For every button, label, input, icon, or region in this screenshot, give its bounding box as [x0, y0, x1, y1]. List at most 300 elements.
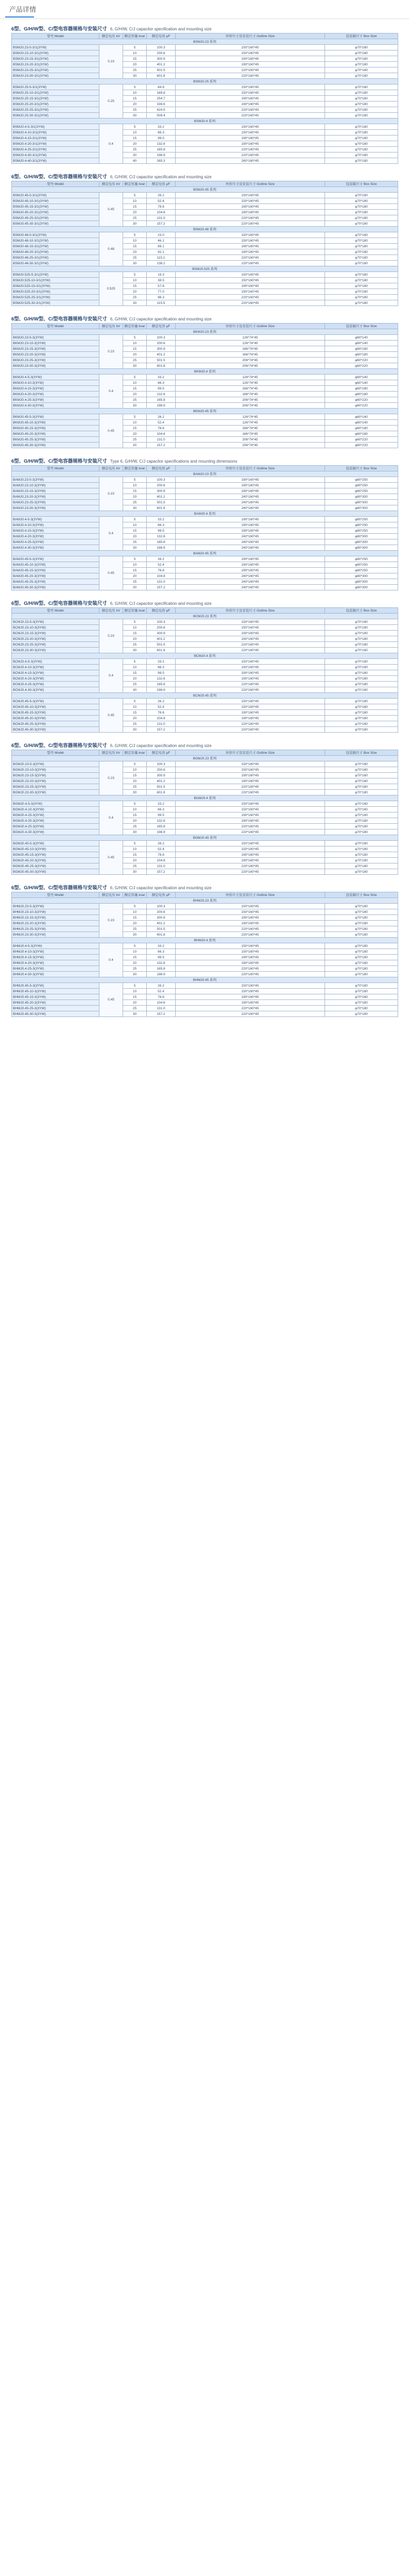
table-row	[12, 477, 398, 483]
box-size-cell: φ60*140	[325, 341, 398, 346]
table-row	[12, 443, 398, 448]
dimensions-col-header: 外形尺寸及安装尺寸 Outline Size	[176, 608, 325, 614]
capacity-cell: 5	[123, 45, 147, 50]
table-row	[12, 778, 398, 784]
dimensions-cell: 190*160*45	[176, 56, 325, 62]
model-cell: BSMJ0.525-30-3/1(3YW)	[12, 300, 99, 306]
model-cell: BSMJ0.25-25-3/1(3YW)	[12, 107, 99, 113]
capacitance-cell: 138.2	[147, 261, 176, 266]
capacity-cell: 5	[123, 124, 147, 130]
capacity-cell: 5	[123, 904, 147, 909]
dimensions-cell: 190*160*45	[176, 210, 325, 215]
table-row	[12, 392, 398, 397]
table-row	[12, 807, 398, 812]
capacitance-cell: 46.1	[147, 238, 176, 244]
dimensions-cell: 220*160*45	[176, 869, 325, 875]
model-cell: BCMJ0.45-15-3(3YW)	[12, 710, 99, 716]
table-row	[12, 204, 398, 210]
model-cell: BSMJ0.525-10-3/1(3YW)	[12, 278, 99, 283]
capacitance-col-header: 额定电容 μF	[147, 892, 176, 898]
capacity-cell: 5	[123, 619, 147, 625]
model-cell: BSMJ0.23-10-3/1(3YW)	[12, 50, 99, 56]
voltage-col-header: 额定电压 kV	[99, 324, 123, 329]
dimensions-cell: 240*160*45	[176, 500, 325, 505]
model-cell: BSMJ0.25-10-3/1(3YW)	[12, 90, 99, 96]
table-row	[12, 926, 398, 932]
dimensions-cell: 220*160*45	[176, 727, 325, 733]
table-row	[12, 113, 398, 118]
box-size-cell: φ70*180	[325, 295, 398, 300]
capacity-cell: 10	[123, 278, 147, 283]
capacity-cell: 20	[123, 858, 147, 863]
box-size-cell: φ70*180	[325, 141, 398, 147]
group-row	[12, 551, 398, 556]
dimensions-cell: 190*160*45	[176, 204, 325, 210]
box-size-cell: φ70*180	[325, 62, 398, 67]
box-size-cell: φ60*220	[325, 363, 398, 369]
capacity-cell: 30	[123, 545, 147, 551]
model-cell: BAMJ0.45-5-3(3YW)	[12, 556, 99, 562]
table-header-row	[12, 892, 398, 898]
dimensions-cell: 190*160*45	[176, 710, 325, 716]
capacitance-cell: 33.2	[147, 801, 176, 807]
capacity-col-header: 额定容量 kvar	[123, 324, 147, 329]
model-cell: BSMJ0.4-40-3/1(3YW)	[12, 158, 99, 164]
table-row	[12, 505, 398, 511]
capacity-cell: 15	[123, 283, 147, 289]
dimensions-cell: 220*160*45	[176, 926, 325, 932]
section-title-cn: 6型、G/H/W型、C/型电容器规格与安装尺寸	[11, 885, 107, 891]
dimensions-cell: 220*160*45	[176, 113, 325, 118]
dimensions-cell: 150*160*45	[176, 124, 325, 130]
box-size-cell: φ70*180	[325, 972, 398, 977]
capacity-cell: 30	[123, 972, 147, 977]
table-row	[12, 1011, 398, 1017]
box-size-cell: φ70*180	[325, 761, 398, 767]
capacitance-cell: 99.5	[147, 955, 176, 960]
capacity-cell: 20	[123, 431, 147, 437]
dimensions-cell: 220*160*45	[176, 932, 325, 938]
capacity-cell: 10	[123, 989, 147, 994]
capacitance-cell: 198.9	[147, 829, 176, 835]
dimensions-cell: 220*160*45	[176, 642, 325, 648]
capacity-cell: 25	[123, 397, 147, 403]
capacity-cell: 20	[123, 573, 147, 579]
box-size-cell: φ70*180	[325, 846, 398, 852]
capacity-col-header: 额定容量 kvar	[123, 892, 147, 898]
box-size-cell: φ70*180	[325, 687, 398, 693]
dimensions-cell: 190*160*45	[176, 778, 325, 784]
table-row	[12, 124, 398, 130]
section-title	[11, 741, 212, 750]
model-col-header: 型号 Model	[12, 608, 99, 614]
table-row	[12, 852, 398, 858]
model-cell: BHMJ0.4-5-3(3YW)	[12, 943, 99, 949]
capacity-cell: 15	[123, 568, 147, 573]
box-size-cell: φ70*180	[325, 665, 398, 670]
model-cell: BSMJ0.23-25-3/1(3YW)	[12, 67, 99, 73]
box-size-cell: φ80*250	[325, 522, 398, 528]
dimensions-cell: 240*160*45	[176, 545, 325, 551]
box-size-cell: φ70*180	[325, 272, 398, 278]
capacity-cell: 10	[123, 767, 147, 773]
box-size-cell: φ70*180	[325, 96, 398, 101]
model-cell: BCMJ0.4-10-3(3YW)	[12, 665, 99, 670]
dimensions-cell: 206*74*45	[176, 397, 325, 403]
dimensions-cell: 150*160*45	[176, 659, 325, 665]
capacity-cell: 20	[123, 534, 147, 539]
group-row	[12, 369, 398, 375]
model-cell: BHMJ0.4-20-3(3YW)	[12, 960, 99, 966]
box-size-cell: φ80*300	[325, 573, 398, 579]
capacitance-cell: 165.8	[147, 824, 176, 829]
model-cell: BGMJ0.23-20-3(3YW)	[12, 778, 99, 784]
voltage-cell: 0.48	[99, 232, 123, 266]
model-cell: BSMJ0.4-20-3/1(3YW)	[12, 141, 99, 147]
capacity-cell: 25	[123, 784, 147, 790]
table-row	[12, 107, 398, 113]
box-size-cell: φ70*180	[325, 215, 398, 221]
model-cell: BKMJ0.45-10-3(3YW)	[12, 420, 99, 426]
spec-table	[11, 607, 398, 733]
dimensions-col-header: 外形尺寸及安装尺寸 Outline Size	[176, 750, 325, 756]
model-cell: BCMJ0.4-25-3(3YW)	[12, 682, 99, 687]
capacitance-cell: 601.8	[147, 73, 176, 79]
model-cell: BKMJ0.4-5-3(3YW)	[12, 375, 99, 380]
table-row	[12, 710, 398, 716]
model-cell: BHMJ0.23-15-3(3YW)	[12, 915, 99, 921]
box-size-cell: φ60*180	[325, 426, 398, 431]
table-row	[12, 858, 398, 863]
box-size-cell: φ70*180	[325, 767, 398, 773]
model-cell: BCMJ0.4-30-3(3YW)	[12, 687, 99, 693]
model-cell: BSMJ0.4-5-3/1(3YW)	[12, 124, 99, 130]
capacitance-cell: 198.9	[147, 687, 176, 693]
model-cell: BSMJ0.48-5-3/1(3YW)	[12, 232, 99, 238]
capacitance-cell: 165.8	[147, 682, 176, 687]
capacitance-cell: 38.5	[147, 278, 176, 283]
model-cell: BCMJ0.45-5-3(3YW)	[12, 699, 99, 704]
capacitance-cell: 99.5	[147, 528, 176, 534]
capacity-cell: 20	[123, 249, 147, 255]
dimensions-cell: 190*160*45	[176, 289, 325, 295]
capacity-col-header: 额定容量 kvar	[123, 466, 147, 471]
capacitance-cell: 99.5	[147, 135, 176, 141]
model-cell: BSMJ0.23-15-3/1(3YW)	[12, 56, 99, 62]
model-cell: BCMJ0.4-20-3(3YW)	[12, 676, 99, 682]
capacitance-cell: 84.9	[147, 84, 176, 90]
table-row	[12, 426, 398, 431]
section-title-en: 6, G/H/W, C/J capacitor specification and mounting size	[110, 601, 212, 606]
dimensions-cell: 220*160*45	[176, 147, 325, 152]
model-cell: BKMJ0.45-25-3(3YW)	[12, 437, 99, 443]
dimensions-cell: 220*160*45	[176, 966, 325, 972]
table-row	[12, 147, 398, 152]
box-col-header: 包装箱尺寸 Box Size	[325, 608, 398, 614]
capacitance-col-header: 额定电容 μF	[147, 181, 176, 187]
model-cell: BCMJ0.23-20-3(3YW)	[12, 636, 99, 642]
capacitance-cell: 78.6	[147, 204, 176, 210]
dimensions-cell: 190*160*45	[176, 562, 325, 568]
table-row	[12, 761, 398, 767]
box-size-cell: φ70*180	[325, 67, 398, 73]
table-row	[12, 727, 398, 733]
dimensions-cell: 150*160*45	[176, 130, 325, 135]
capacity-cell: 30	[123, 648, 147, 653]
group-label: BCMJ0.23 系列	[12, 614, 398, 619]
table-row	[12, 431, 398, 437]
capacity-cell: 10	[123, 562, 147, 568]
box-size-cell: φ70*180	[325, 198, 398, 204]
capacitance-cell: 66.3	[147, 949, 176, 955]
table-row	[12, 56, 398, 62]
section-title-en: 6, G/H/W, C/J capacitor specification and mounting size	[110, 743, 212, 748]
capacitance-cell: 132.6	[147, 676, 176, 682]
table-row	[12, 983, 398, 989]
box-size-cell: φ70*180	[325, 210, 398, 215]
box-size-cell: φ70*180	[325, 238, 398, 244]
dimensions-cell: 220*160*45	[176, 73, 325, 79]
dimensions-cell: 190*160*45	[176, 955, 325, 960]
dimensions-cell: 166*74*45	[176, 426, 325, 431]
capacity-cell: 5	[123, 414, 147, 420]
dimensions-cell: 150*160*45	[176, 625, 325, 631]
model-cell: BSMJ0.48-10-3/1(3YW)	[12, 238, 99, 244]
capacitance-cell: 200.6	[147, 909, 176, 915]
table-row	[12, 193, 398, 198]
model-col-header: 型号 Model	[12, 324, 99, 329]
model-cell: BSMJ0.48-20-3/1(3YW)	[12, 249, 99, 255]
capacity-cell: 15	[123, 915, 147, 921]
group-label: BSMJ0.23 系列	[12, 39, 398, 45]
box-size-cell: φ70*180	[325, 863, 398, 869]
dimensions-cell: 220*160*45	[176, 67, 325, 73]
model-cell: BHMJ0.4-25-3(3YW)	[12, 966, 99, 972]
table-row	[12, 824, 398, 829]
dimensions-cell: 190*160*45	[176, 135, 325, 141]
box-size-cell: φ60*180	[325, 431, 398, 437]
capacitance-cell: 33.2	[147, 517, 176, 522]
capacity-cell: 25	[123, 966, 147, 972]
capacitance-cell: 100.3	[147, 477, 176, 483]
capacitance-cell: 52.4	[147, 420, 176, 426]
capacity-cell: 25	[123, 215, 147, 221]
dimensions-cell: 150*160*45	[176, 45, 325, 50]
voltage-cell: 0.23	[99, 619, 123, 653]
capacity-cell: 25	[123, 295, 147, 300]
table-row	[12, 767, 398, 773]
box-size-cell: φ70*180	[325, 960, 398, 966]
capacity-cell: 30	[123, 687, 147, 693]
box-size-cell: φ80*250	[325, 568, 398, 573]
model-col-header: 型号 Model	[12, 33, 99, 39]
table-row	[12, 380, 398, 386]
capacitance-col-header: 额定电容 μF	[147, 33, 176, 39]
spec-table	[11, 181, 398, 306]
model-cell: BAMJ0.45-30-3(3YW)	[12, 585, 99, 590]
dimensions-cell: 190*160*45	[176, 477, 325, 483]
dimensions-cell: 190*160*45	[176, 568, 325, 573]
table-row	[12, 921, 398, 926]
box-size-cell: φ80*250	[325, 517, 398, 522]
model-cell: BKMJ0.23-15-3(3YW)	[12, 346, 99, 352]
model-cell: BSMJ0.4-15-3/1(3YW)	[12, 135, 99, 141]
model-cell: BGMJ0.45-25-3(3YW)	[12, 863, 99, 869]
box-size-cell: φ70*180	[325, 659, 398, 665]
capacitance-col-header: 额定电容 μF	[147, 750, 176, 756]
section-title-cn: 6型、G/H/W型、C/型电容器规格与安装尺寸	[11, 174, 107, 180]
capacity-cell: 5	[123, 841, 147, 846]
box-size-cell: φ70*180	[325, 300, 398, 306]
capacitance-cell: 131.0	[147, 437, 176, 443]
capacitance-cell: 52.4	[147, 846, 176, 852]
table-row	[12, 403, 398, 409]
group-row	[12, 266, 398, 272]
model-cell: BCMJ0.23-30-3(3YW)	[12, 648, 99, 653]
capacity-cell: 20	[123, 676, 147, 682]
table-row	[12, 631, 398, 636]
box-size-cell: φ70*180	[325, 807, 398, 812]
capacitance-cell: 26.2	[147, 556, 176, 562]
box-size-cell: φ70*180	[325, 50, 398, 56]
dimensions-cell: 206*74*45	[176, 437, 325, 443]
model-cell: BSMJ0.4-25-3/1(3YW)	[12, 147, 99, 152]
table-row	[12, 261, 398, 266]
capacitance-cell: 198.9	[147, 545, 176, 551]
section-title-en: Type 6, G/H/W, C/J capacitor specifications and mounting dimensions	[110, 459, 237, 464]
capacity-cell: 30	[123, 727, 147, 733]
model-cell: BGMJ0.45-10-3(3YW)	[12, 846, 99, 852]
table-row	[12, 386, 398, 392]
dimensions-cell: 206*74*45	[176, 443, 325, 448]
table-row	[12, 135, 398, 141]
model-cell: BAMJ0.23-25-3(3YW)	[12, 500, 99, 505]
model-cell: BGMJ0.4-5-3(3YW)	[12, 801, 99, 807]
capacity-cell: 20	[123, 960, 147, 966]
model-cell: BKMJ0.45-20-3(3YW)	[12, 431, 99, 437]
capacitance-cell: 157.2	[147, 869, 176, 875]
capacitance-cell: 99.5	[147, 386, 176, 392]
box-size-cell: φ70*180	[325, 841, 398, 846]
table-row	[12, 335, 398, 341]
capacity-col-header: 额定容量 kvar	[123, 750, 147, 756]
capacity-cell: 15	[123, 56, 147, 62]
voltage-cell: 0.525	[99, 272, 123, 306]
box-size-cell: φ70*180	[325, 932, 398, 938]
dimensions-cell: 190*160*45	[176, 818, 325, 824]
dimensions-cell: 220*160*45	[176, 261, 325, 266]
capacity-cell: 30	[123, 363, 147, 369]
voltage-cell: 0.4	[99, 659, 123, 693]
capacitance-cell: 66.3	[147, 807, 176, 812]
capacitance-cell: 100.3	[147, 619, 176, 625]
group-row	[12, 795, 398, 801]
dimensions-cell: 260*160*45	[176, 158, 325, 164]
box-size-cell: φ80*300	[325, 539, 398, 545]
capacity-cell: 10	[123, 807, 147, 812]
group-row	[12, 938, 398, 943]
capacity-cell: 15	[123, 426, 147, 431]
table-row	[12, 960, 398, 966]
capacitance-cell: 104.8	[147, 573, 176, 579]
box-size-cell: φ70*180	[325, 90, 398, 96]
model-cell: BGMJ0.45-5-3(3YW)	[12, 841, 99, 846]
model-cell: BCMJ0.23-10-3(3YW)	[12, 625, 99, 631]
capacity-cell: 5	[123, 232, 147, 238]
voltage-cell: 0.4	[99, 801, 123, 835]
dimensions-cell: 126*74*45	[176, 335, 325, 341]
capacity-cell: 30	[123, 1011, 147, 1017]
table-row	[12, 295, 398, 300]
capacity-cell: 30	[123, 300, 147, 306]
table-row	[12, 420, 398, 426]
model-cell: BSMJ0.45-5-3/1(3YW)	[12, 193, 99, 198]
dimensions-cell: 190*160*45	[176, 1000, 325, 1006]
dimensions-cell: 190*160*45	[176, 522, 325, 528]
capacitance-cell: 198.9	[147, 403, 176, 409]
capacity-cell: 10	[123, 50, 147, 56]
table-row	[12, 670, 398, 676]
capacity-cell: 25	[123, 255, 147, 261]
dimensions-cell: 150*160*45	[176, 761, 325, 767]
table-row	[12, 483, 398, 488]
capacitance-cell: 78.6	[147, 710, 176, 716]
capacity-cell: 10	[123, 625, 147, 631]
voltage-cell: 0.23	[99, 477, 123, 511]
model-cell: BKMJ0.4-10-3(3YW)	[12, 380, 99, 386]
capacity-cell: 15	[123, 773, 147, 778]
model-cell: BSMJ0.45-15-3/1(3YW)	[12, 204, 99, 210]
dimensions-cell: 220*160*45	[176, 863, 325, 869]
model-cell: BGMJ0.23-15-3(3YW)	[12, 773, 99, 778]
section-title	[11, 315, 212, 323]
dimensions-cell: 150*160*45	[176, 272, 325, 278]
capacitance-cell: 131.0	[147, 721, 176, 727]
box-size-cell: φ70*180	[325, 73, 398, 79]
table-row	[12, 687, 398, 693]
group-row	[12, 977, 398, 983]
table-header-row	[12, 750, 398, 756]
section-title-en: 6, G/H/W, C/J capacitor specification and mounting size	[110, 175, 212, 179]
table-row	[12, 636, 398, 642]
model-cell: BSMJ0.45-30-3/1(3YW)	[12, 221, 99, 227]
table-row	[12, 642, 398, 648]
table-row	[12, 801, 398, 807]
table-header-row	[12, 181, 398, 187]
box-size-cell: φ60*140	[325, 414, 398, 420]
capacity-cell: 25	[123, 500, 147, 505]
group-row	[12, 187, 398, 193]
model-cell: BHMJ0.45-15-3(3YW)	[12, 994, 99, 1000]
capacity-cell: 15	[123, 96, 147, 101]
box-size-cell: φ70*180	[325, 135, 398, 141]
group-row	[12, 409, 398, 414]
box-size-cell: φ80*250	[325, 562, 398, 568]
dimensions-cell: 220*160*45	[176, 829, 325, 835]
model-cell: BSMJ0.4-10-3/1(3YW)	[12, 130, 99, 135]
table-row	[12, 130, 398, 135]
capacitance-cell: 115.1	[147, 255, 176, 261]
voltage-col-header: 额定电压 kV	[99, 750, 123, 756]
capacitance-cell: 57.8	[147, 283, 176, 289]
capacity-cell: 20	[123, 62, 147, 67]
group-label: BAMJ0.4 系列	[12, 511, 398, 517]
capacitance-cell: 26.2	[147, 841, 176, 846]
table-row	[12, 414, 398, 420]
box-size-cell: φ70*180	[325, 631, 398, 636]
capacitance-cell: 78.6	[147, 426, 176, 431]
group-row	[12, 693, 398, 699]
